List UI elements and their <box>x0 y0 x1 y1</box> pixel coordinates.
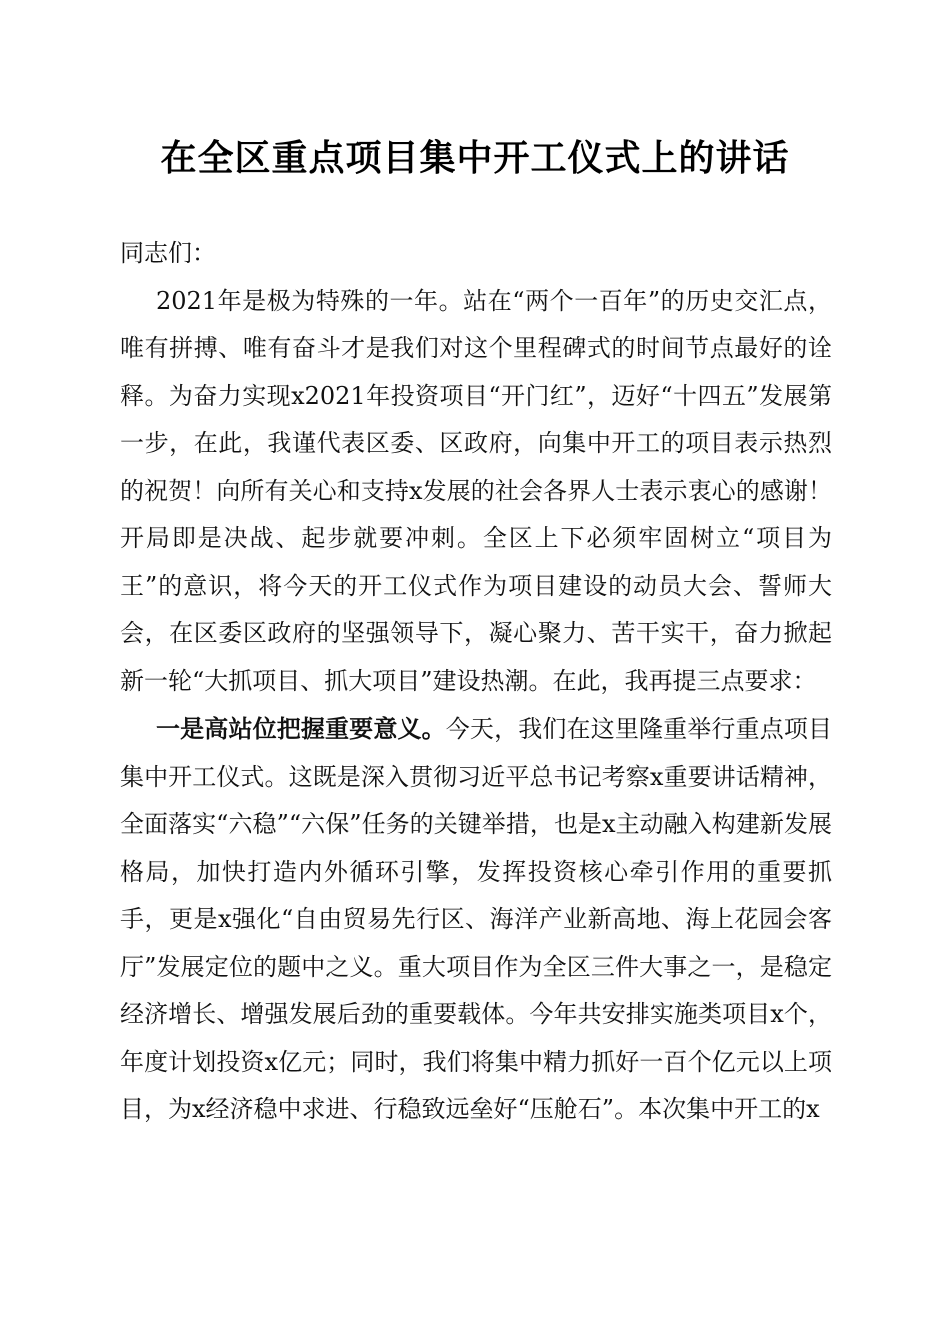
greeting-line: 同志们： <box>120 239 216 267</box>
paragraph-lead-heading: 一是高站位把握重要意义。 <box>156 714 446 743</box>
paragraph-text: 2021年是极为特殊的一年。站在“两个一百年”的历史交汇点，唯有拼搏、唯有奋斗才是我们对这个里程碑式的时间节点最好的诠释。为奋力实现x2021年投资项目“开门红”，迈好“十四五”发展第一步，在此，我谨代表区委、区政府，向集中开工的项目表示热烈的祝贺！向所有关心和支持x发展的社会各界人士表示衷心的感谢！开局即是决战、起步就要冲刺。全区上下必须牢固树立“项目为王”的意识，将今天的开工仪式作为项目建设的动员大会、誓师大会，在区委区政府的坚强领导下，凝心聚力、苦干实干，奋力掀起新一轮“大抓项目、抓大项目”建设热潮。在此，我再提三点要求： <box>120 286 832 695</box>
paragraph-text: 今天，我们在这里隆重举行重点项目集中开工仪式。这既是深入贯彻习近平总书记考察x重要讲话精神，全面落实“六稳”“六保”任务的关键举措，也是x主动融入构建新发展格局，加快打造内外循环引擎，发挥投资核心牵引作用的重要抓手，更是x强化“自由贸易先行区、海洋产业新高地、海上花园会客厅”发展定位的题中之义。重大项目作为全区三件大事之一，是稳定经济增长、增强发展后劲的重要载体。今年共安排实施类项目x个，年度计划投资x亿元；同时，我们将集中精力抓好一百个亿元以上项目，为x经济稳中求进、行稳致远垒好“压舱石”。本次集中开工的x <box>120 715 833 1123</box>
paragraph-point-one <box>120 705 832 1134</box>
paragraph-intro <box>120 278 832 706</box>
document-title: 在全区重点项目集中开工仪式上的讲话 <box>160 137 790 179</box>
document-body <box>120 230 832 1134</box>
